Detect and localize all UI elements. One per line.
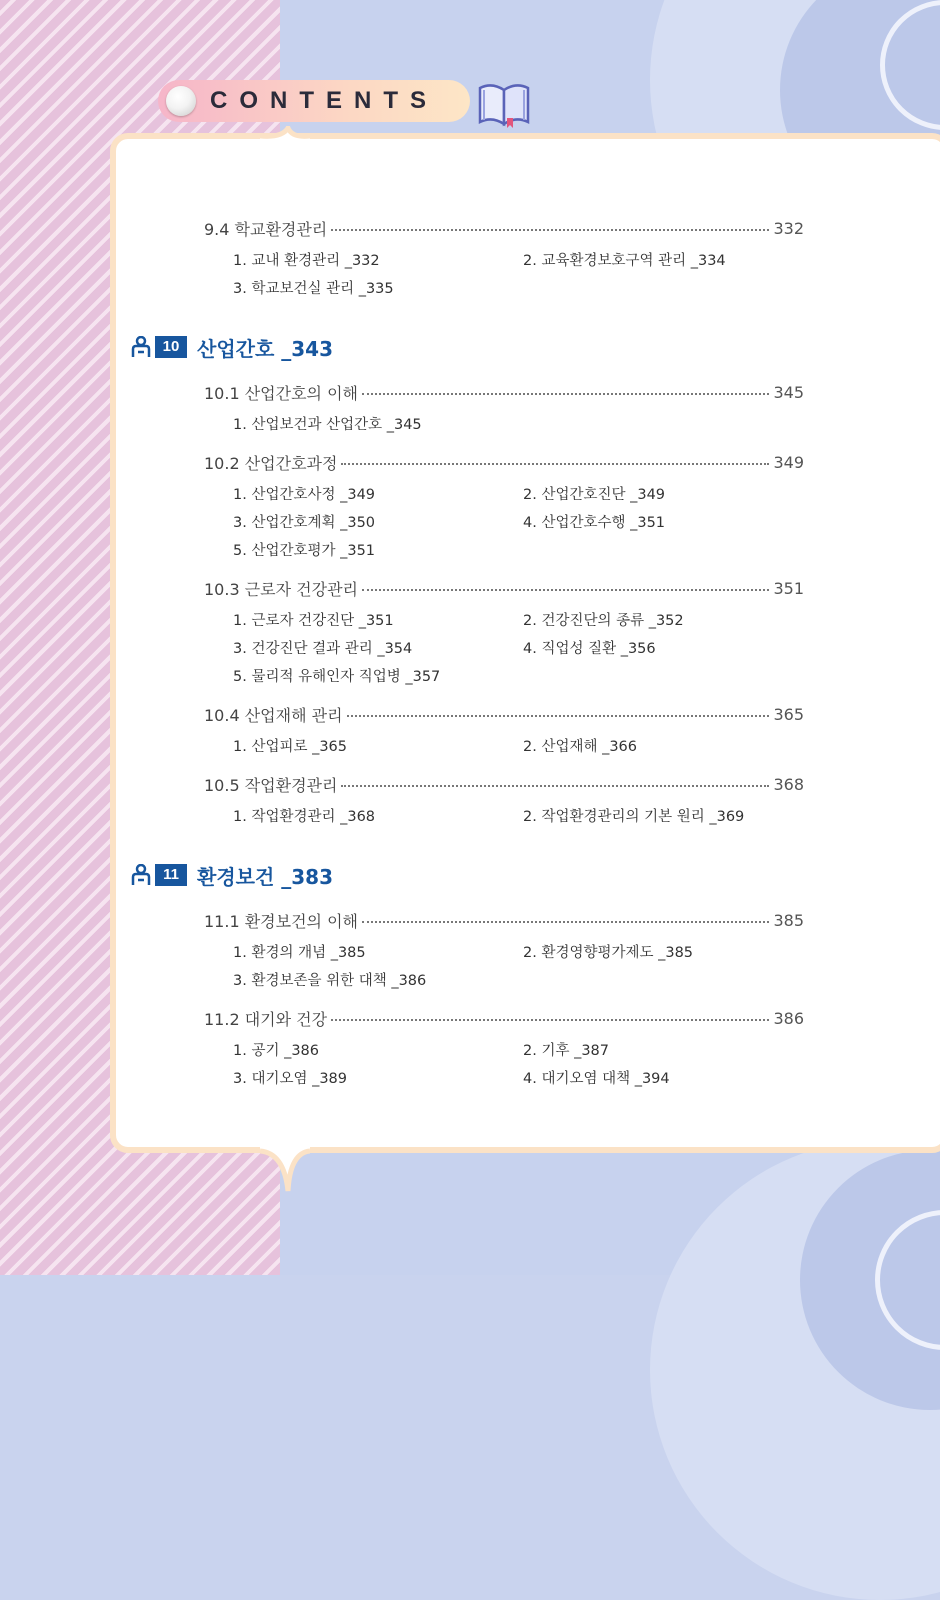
toc-item[interactable]: 2. 작업환경관리의 기본 원리 _369 [523,809,745,825]
leader-dots [362,393,769,395]
toc-section-11-2[interactable] [204,1006,804,1030]
pearl-icon [166,86,196,116]
toc-section-10-1[interactable] [204,380,804,404]
section-page: 345 [773,382,804,402]
toc-section-10-4[interactable] [204,702,804,726]
leader-dots [341,785,769,787]
toc-item[interactable]: 1. 산업보건과 산업간호 _345 [233,417,422,433]
toc-item[interactable]: 2. 환경영향평가제도 _385 [523,945,694,961]
toc-item[interactable]: 4. 대기오염 대책 _394 [523,1071,670,1087]
toc-item[interactable]: 2. 산업재해 _366 [523,739,638,755]
toc-item[interactable]: 2. 교육환경보호구역 관리 _334 [523,253,726,269]
worker-icon [131,864,151,886]
toc-item[interactable]: 5. 산업간호평가 _351 [233,543,376,559]
toc-item[interactable]: 1. 산업간호사정 _349 [233,487,376,503]
section-page: 368 [773,774,804,794]
section-title: 10.1 산업간호의 이해 [204,383,358,403]
toc-item[interactable]: 1. 환경의 개념 _385 [233,945,366,961]
toc-item[interactable]: 2. 기후 _387 [523,1043,609,1059]
section-title: 10.2 산업간호과정 [204,453,338,473]
chapter-title: 산업간호 _343 [197,336,333,361]
toc-item[interactable]: 1. 산업피로 _365 [233,739,348,755]
contents-title: CONTENTS [210,87,438,114]
section-title: 10.3 근로자 건강관리 [204,579,358,599]
section-title: 10.4 산업재해 관리 [204,705,343,725]
leader-dots [362,921,769,923]
card-notch [260,126,310,154]
open-book-icon [476,78,532,130]
section-page: 351 [773,578,804,598]
toc-item[interactable]: 3. 건강진단 결과 관리 _354 [233,641,413,657]
section-page: 386 [773,1008,804,1028]
section-title: 10.5 작업환경관리 [204,775,338,795]
toc-item[interactable]: 4. 산업간호수행 _351 [523,515,666,531]
toc-item[interactable]: 2. 산업간호진단 _349 [523,487,666,503]
toc-section-10-3[interactable] [204,576,804,600]
toc-item[interactable]: 1. 작업환경관리 _368 [233,809,376,825]
toc-item[interactable]: 3. 환경보존을 위한 대책 _386 [233,973,427,989]
toc-item[interactable]: 1. 교내 환경관리 _332 [233,253,380,269]
toc-section-11-1[interactable] [204,908,804,932]
section-page: 385 [773,910,804,930]
worker-icon [131,336,151,358]
toc-item[interactable]: 3. 대기오염 _389 [233,1071,348,1087]
toc-section-9-4[interactable] [204,216,804,240]
chapter-number: 11 [155,864,187,886]
chapter-heading-11[interactable] [131,860,333,890]
section-page: 332 [773,218,804,238]
leader-dots [362,589,769,591]
section-title: 9.4 학교환경관리 [204,219,328,239]
toc-item[interactable]: 1. 공기 _386 [233,1043,319,1059]
leader-dots [341,463,769,465]
leader-dots [331,1019,769,1021]
section-page: 365 [773,704,804,724]
leader-dots [347,715,770,717]
toc-item[interactable]: 3. 산업간호계획 _350 [233,515,376,531]
chapter-number: 10 [155,336,187,358]
toc-section-10-2[interactable] [204,450,804,474]
toc-item[interactable]: 3. 학교보건실 관리 _335 [233,281,394,297]
leader-dots [331,229,769,231]
section-title: 11.1 환경보건의 이해 [204,911,358,931]
section-title: 11.2 대기와 건강 [204,1009,328,1029]
toc-item[interactable]: 5. 물리적 유해인자 직업병 _357 [233,669,441,685]
chapter-title: 환경보건 _383 [197,864,333,889]
card-notch [260,1145,310,1195]
toc-section-10-5[interactable] [204,772,804,796]
toc-item[interactable]: 1. 근로자 건강진단 _351 [233,613,394,629]
section-page: 349 [773,452,804,472]
toc-item[interactable]: 4. 직업성 질환 _356 [523,641,656,657]
toc-item[interactable]: 2. 건강진단의 종류 _352 [523,613,684,629]
chapter-heading-10[interactable] [131,332,333,362]
